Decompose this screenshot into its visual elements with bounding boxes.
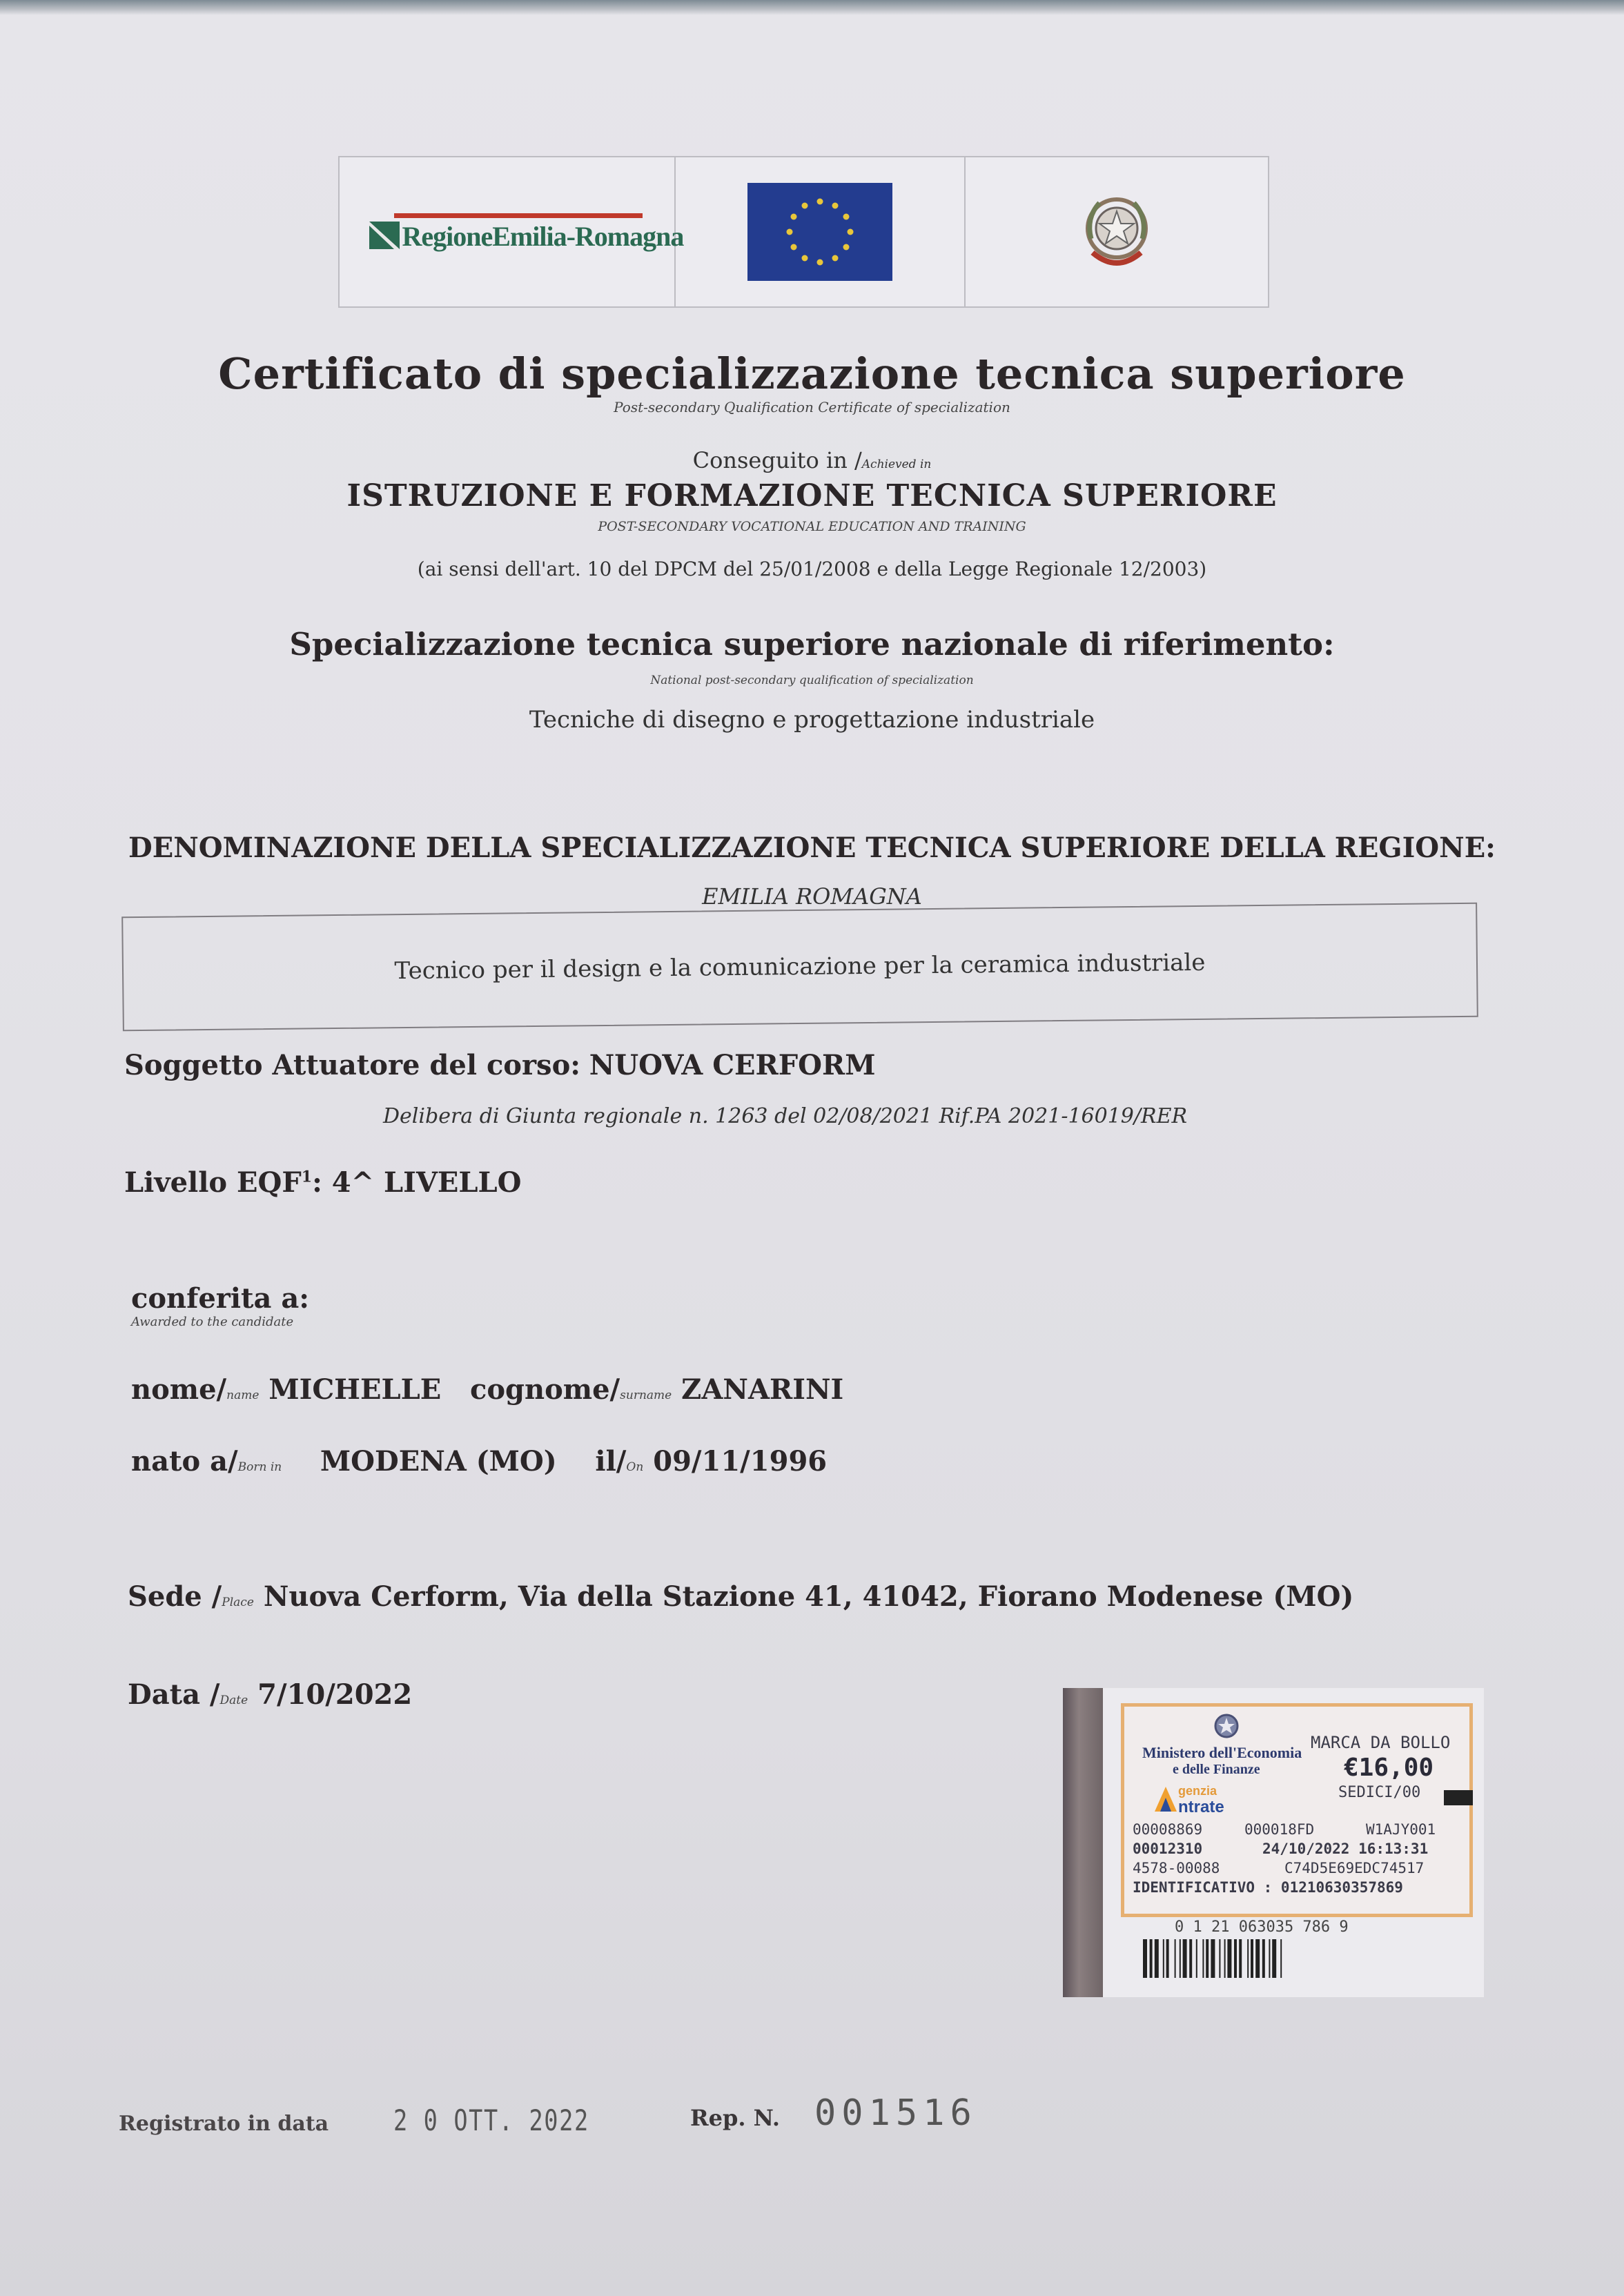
candidate-surname: ZANARINI <box>681 1373 844 1406</box>
candidate-name: MICHELLE <box>268 1373 442 1406</box>
rep-number: 001516 <box>814 2092 977 2134</box>
region-mark-icon <box>369 222 400 249</box>
law-reference: (ai sensi dell'art. 10 del DPCM del 25/01/2008 e della Legge Regionale 12/2003) <box>417 558 1207 580</box>
regional-spec-region: EMILIA ROMAGNA <box>702 883 922 910</box>
regional-spec-value: Tecnico per il design e la comunicazione per la ceramica industriale <box>394 948 1206 985</box>
awarded-label-english: Awarded to the candidate <box>131 1315 294 1329</box>
stamp-label <box>1121 1703 1473 1917</box>
name-line <box>131 1373 843 1406</box>
certificate-title-english: Post-secondary Qualification Certificate of specialization <box>614 399 1010 415</box>
stamp-type: MARCA DA BOLLO <box>1311 1733 1451 1752</box>
registration-label: Registrato in data <box>119 2112 329 2136</box>
born-label: nato a/ <box>131 1445 238 1478</box>
barcode-bar <box>1189 1939 1192 1978</box>
achieved-in-line <box>0 447 1624 473</box>
logo-strip <box>338 156 1269 308</box>
born-on-label: il/ <box>595 1445 627 1478</box>
barcode-bar <box>1262 1939 1265 1978</box>
rep-number-label: Rep. N. <box>690 2105 780 2131</box>
top-edge-shadow <box>0 0 1624 15</box>
achieved-in-label: Conseguito in / <box>692 447 862 473</box>
national-spec-label-english: National post-secondary qualification of specialization <box>650 674 974 687</box>
provider-label: Soggetto Attuatore del corso: <box>124 1049 581 1081</box>
stamp-barcode-number: 0 1 21 063035 786 9 <box>1175 1919 1349 1936</box>
eqf-line <box>124 1166 521 1199</box>
born-label-english: Born in <box>237 1460 282 1474</box>
certificate-title: Certificato di specializzazione tecnica superiore <box>218 349 1406 399</box>
barcode-bar <box>1272 1939 1276 1978</box>
date-value: 7/10/2022 <box>257 1678 413 1711</box>
region-emilia-romagna-logo <box>369 208 684 256</box>
regional-spec-value-box <box>121 903 1478 1032</box>
program-name-english: POST-SECONDARY VOCATIONAL EDUCATION AND TRAINING <box>598 519 1026 534</box>
stamp-emblem-icon <box>1213 1712 1240 1743</box>
stamp-row3-a: 4578-00088 <box>1133 1860 1220 1876</box>
barcode-bar <box>1234 1939 1237 1978</box>
stamp-amount-words: SEDICI/00 <box>1338 1784 1421 1801</box>
agency-logo-icon <box>1152 1784 1180 1814</box>
stamp-ministry-line2: e delle Finanze <box>1173 1762 1260 1777</box>
stamp-row1-b: 000018FD <box>1244 1821 1315 1838</box>
barcode-bar <box>1224 1939 1226 1978</box>
revenue-stamp <box>1063 1688 1484 1997</box>
program-name: ISTRUZIONE E FORMAZIONE TECNICA SUPERIORE <box>346 478 1278 513</box>
barcode-bar <box>1175 1939 1176 1978</box>
stamp-backing-rail <box>1063 1688 1103 1997</box>
barcode-bar <box>1227 1939 1231 1978</box>
stamp-agency-line2: ntrate <box>1178 1798 1224 1816</box>
stamp-black-mark <box>1444 1790 1473 1805</box>
eqf-label: Livello EQF <box>124 1166 302 1199</box>
eu-flag-icon <box>747 183 892 281</box>
stamp-row2-b: 24/10/2022 16:13:31 <box>1262 1841 1429 1857</box>
stamp-identifier: IDENTIFICATIVO : 01210630357869 <box>1133 1879 1403 1896</box>
barcode-bar <box>1196 1939 1197 1978</box>
barcode-bar <box>1206 1939 1209 1978</box>
barcode-bar <box>1180 1939 1181 1978</box>
barcode-bar <box>1163 1939 1164 1978</box>
stamp-row2-a: 00012310 <box>1133 1841 1203 1857</box>
born-place: MODENA (MO) <box>320 1445 557 1478</box>
barcode-bar <box>1155 1939 1159 1978</box>
place-label: Sede / <box>128 1580 222 1613</box>
stamp-agency-line1: genzia <box>1178 1784 1217 1798</box>
provider-value: NUOVA CERFORM <box>589 1049 876 1081</box>
stamp-amount: €16,00 <box>1344 1754 1434 1782</box>
italian-emblem-cell <box>966 157 1268 306</box>
place-line <box>128 1580 1353 1613</box>
stamp-row1-c: W1AJY001 <box>1366 1821 1436 1838</box>
date-label-english: Date <box>219 1694 248 1707</box>
resolution-reference: Delibera di Giunta regionale n. 1263 del 02/08/2021 Rif.PA 2021-16019/RER <box>383 1104 1188 1128</box>
place-value: Nuova Cerform, Via della Stazione 41, 41042, Fiorano Modenese (MO) <box>263 1580 1354 1613</box>
eu-flag-cell <box>676 157 966 306</box>
barcode-bar <box>1219 1939 1220 1978</box>
awarded-label: conferita a: <box>131 1282 310 1315</box>
italian-republic-emblem-icon <box>1079 190 1155 273</box>
registration-date: 2 0 OTT. 2022 <box>393 2103 589 2137</box>
region-logo-text: RegioneEmilia-Romagna <box>402 221 684 252</box>
stamp-barcode <box>1140 1939 1389 1978</box>
region-logo-cell <box>340 157 684 306</box>
eqf-footnote-mark: 1 <box>301 1168 313 1186</box>
stamp-ministry-line1: Ministero dell'Economia <box>1142 1744 1302 1761</box>
barcode-bar <box>1255 1939 1260 1978</box>
barcode-bar <box>1247 1939 1249 1978</box>
stamp-row3-b: C74D5E69EDC74517 <box>1284 1860 1425 1876</box>
barcode-bar <box>1269 1939 1270 1978</box>
surname-label-english: surname <box>620 1389 672 1402</box>
region-logo-red-bar <box>394 213 643 218</box>
date-label: Data / <box>128 1678 220 1711</box>
surname-label: cognome/ <box>469 1373 620 1406</box>
barcode-bar <box>1183 1939 1187 1978</box>
barcode-bar <box>1150 1939 1153 1978</box>
name-label: nome/ <box>131 1373 227 1406</box>
date-line <box>128 1678 412 1711</box>
eqf-value: : 4^ LIVELLO <box>312 1166 522 1199</box>
barcode-bar <box>1211 1939 1215 1978</box>
barcode-bar <box>1251 1939 1253 1978</box>
barcode-bar <box>1202 1939 1204 1978</box>
achieved-in-english: Achieved in <box>861 458 932 471</box>
national-spec-label: Specializzazione tecnica superiore nazionale di riferimento: <box>289 626 1335 663</box>
barcode-bar <box>1239 1939 1242 1978</box>
name-label-english: name <box>226 1389 260 1402</box>
national-spec-value: Tecniche di disegno e progettazione industriale <box>529 706 1095 734</box>
barcode-bar <box>1143 1939 1147 1978</box>
provider-line <box>124 1049 876 1081</box>
barcode-bar <box>1166 1939 1169 1978</box>
place-label-english: Place <box>222 1596 254 1609</box>
regional-spec-label: DENOMINAZIONE DELLA SPECIALIZZAZIONE TECNICA SUPERIORE DELLA REGIONE: <box>128 832 1496 864</box>
barcode-bar <box>1280 1939 1282 1978</box>
stamp-row1-a: 00008869 <box>1133 1821 1203 1838</box>
born-on-label-english: On <box>626 1460 644 1474</box>
born-line <box>131 1445 827 1478</box>
born-date: 09/11/1996 <box>653 1445 828 1478</box>
